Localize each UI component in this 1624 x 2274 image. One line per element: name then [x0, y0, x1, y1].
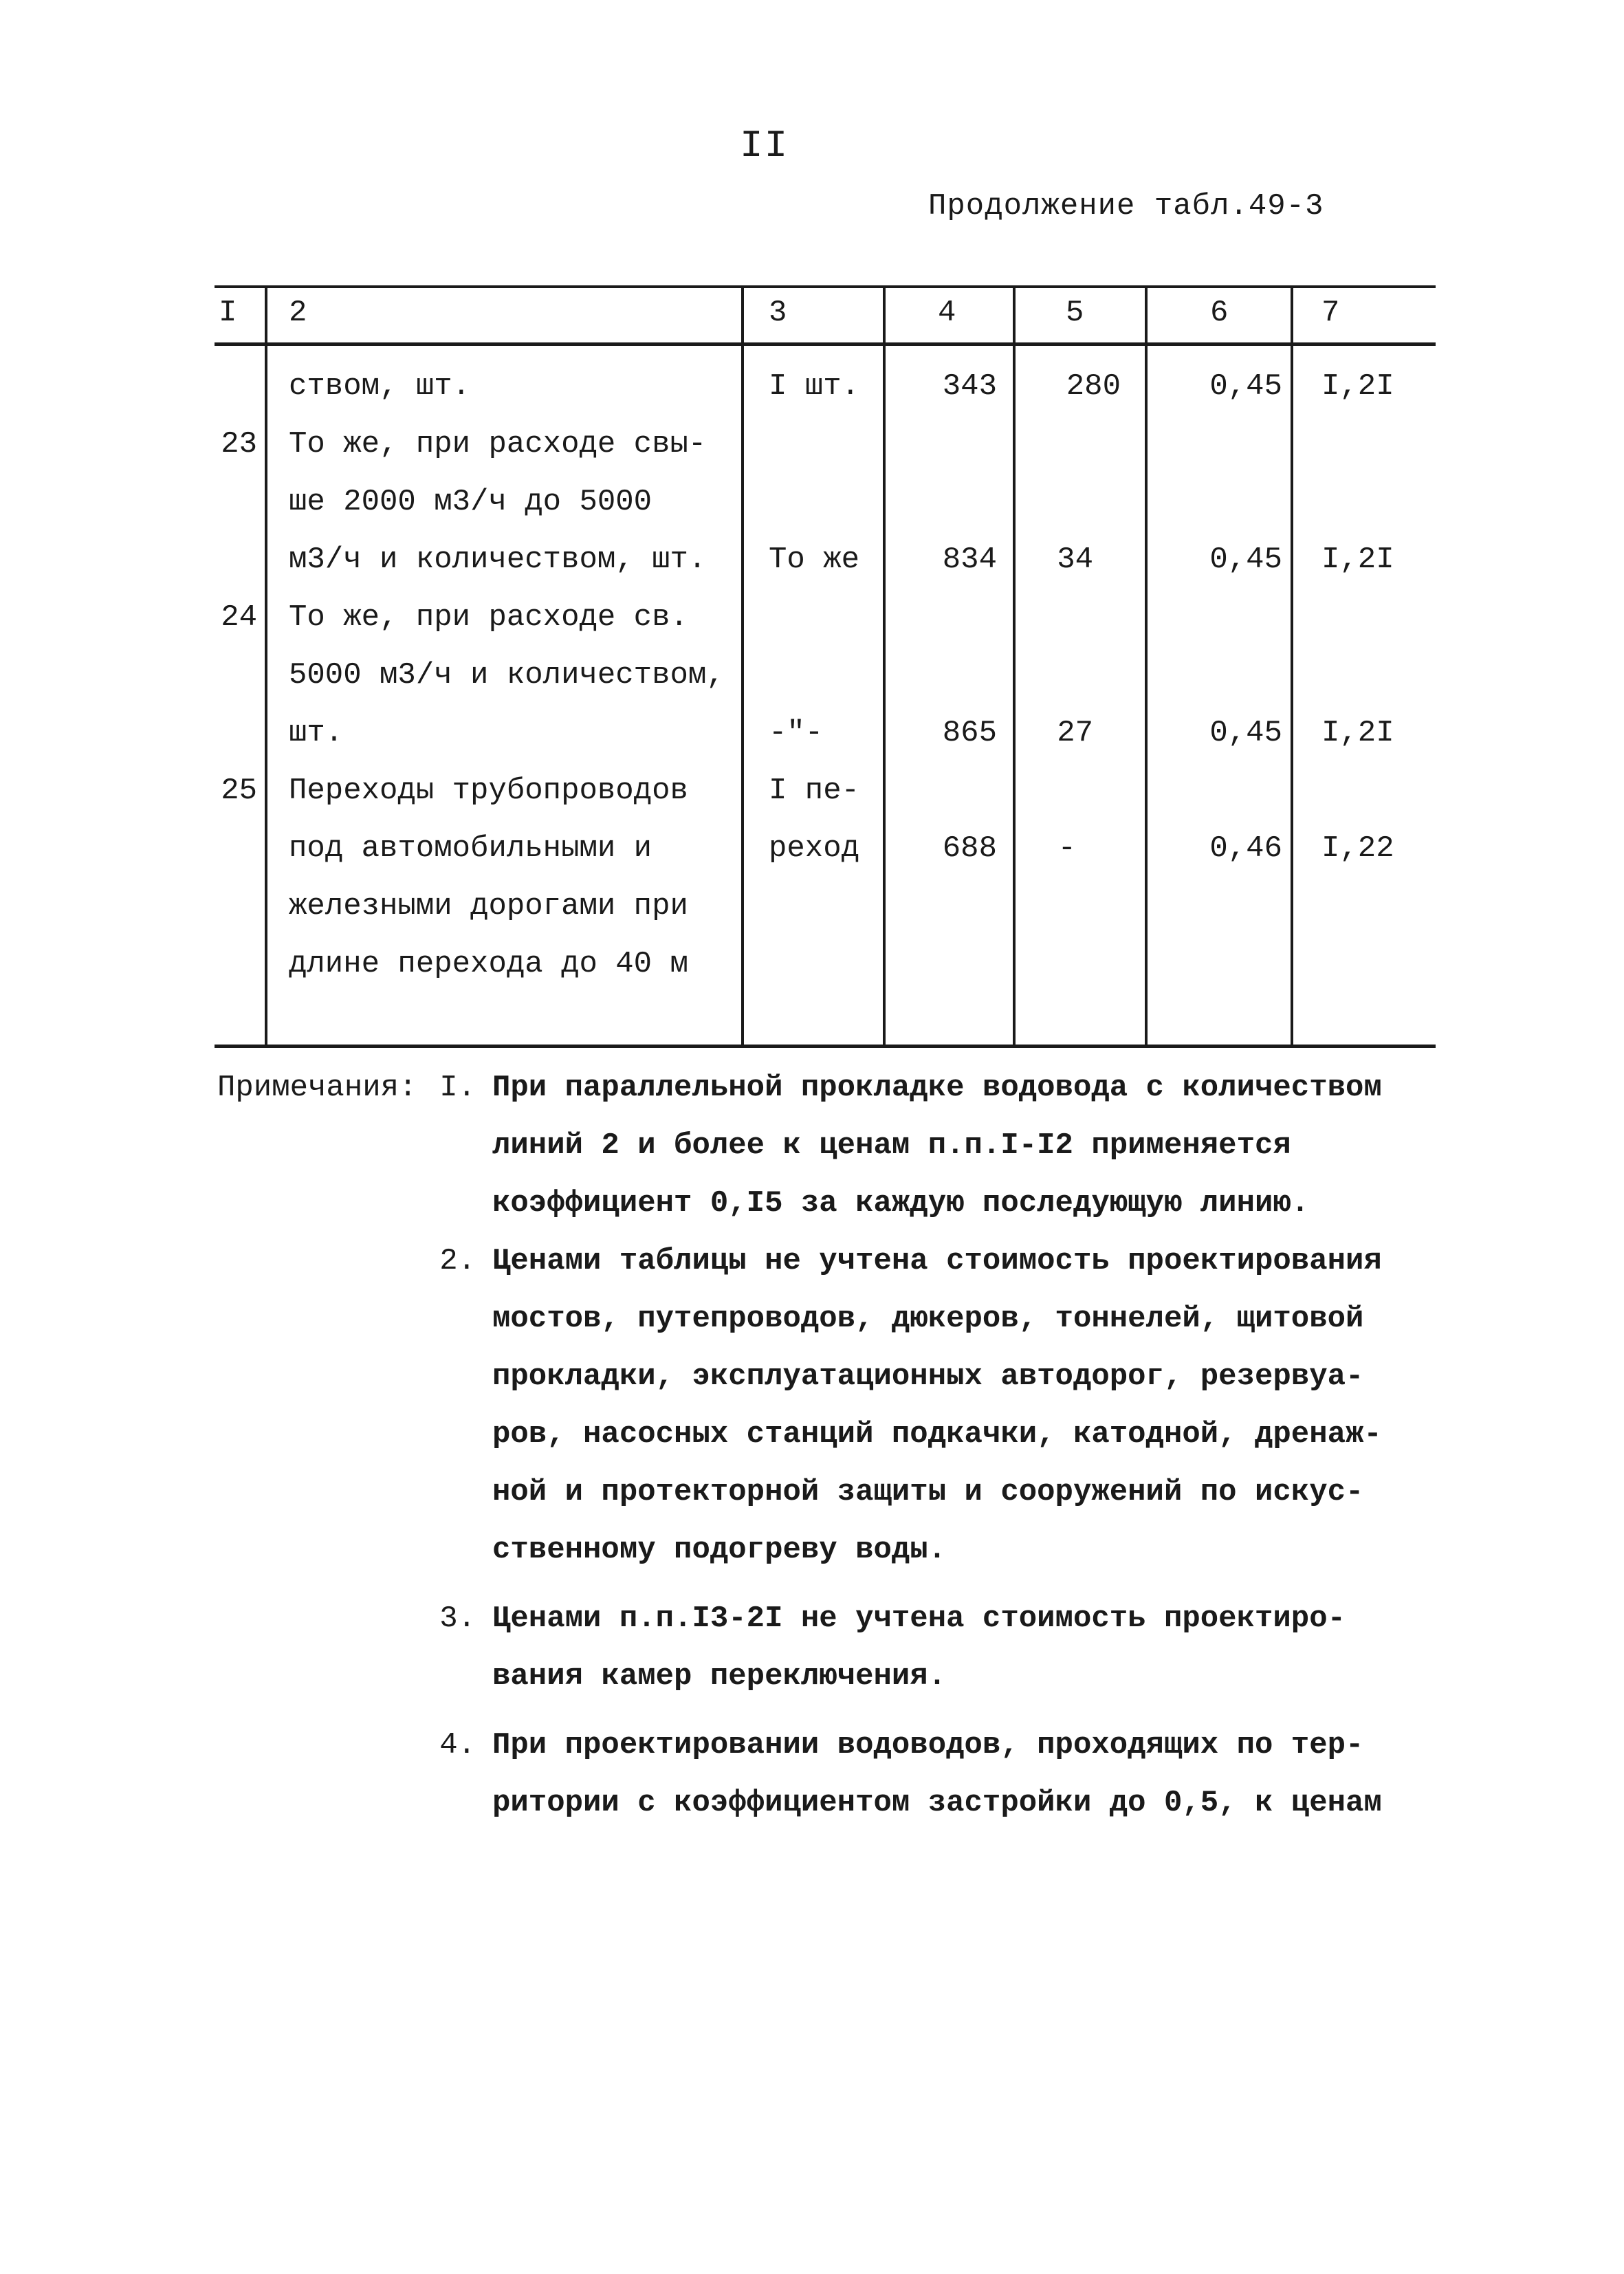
- row-desc-line: 5000 м3/ч и количеством,: [289, 658, 725, 692]
- row-unit: I шт.: [769, 369, 860, 404]
- col-header-4: 4: [938, 296, 956, 330]
- note-line: ритории с коэффициентом застройки до 0,5, к ценам: [492, 1786, 1382, 1820]
- row-col5: -: [1057, 831, 1076, 866]
- row-desc-line: шт.: [289, 716, 344, 750]
- note-line: прокладки, эксплуатационных автодорог, резервуа-: [492, 1359, 1364, 1394]
- col-header-2: 2: [289, 296, 307, 330]
- col-header-1: I: [219, 296, 237, 330]
- row-col6: 0,45: [1209, 716, 1282, 750]
- col-divider-4: [1013, 285, 1016, 1047]
- row-desc-line: Переходы трубопроводов: [289, 774, 688, 808]
- row-desc-line: ше 2000 м3/ч до 5000: [289, 485, 652, 519]
- note-line: линий 2 и более к ценам п.п.I-I2 применяется: [492, 1128, 1291, 1163]
- note-number: 2.: [439, 1244, 476, 1278]
- note-number: 4.: [439, 1728, 476, 1762]
- row-unit: -"-: [769, 716, 824, 750]
- row-desc-line: То же, при расходе свы-: [289, 427, 707, 461]
- row-col7: I,2I: [1321, 543, 1394, 577]
- row-desc-line: под автомобильными и: [289, 831, 652, 866]
- table-header-rule: [215, 342, 1436, 346]
- col-header-6: 6: [1210, 296, 1229, 330]
- row-number: 24: [221, 600, 257, 635]
- note-line: вания камер переключения.: [492, 1659, 947, 1694]
- row-desc-line: длине перехода до 40 м: [289, 947, 688, 981]
- col-header-5: 5: [1066, 296, 1084, 330]
- note-number: 3.: [439, 1601, 476, 1636]
- row-col5: 34: [1057, 543, 1093, 577]
- col-divider-2: [741, 285, 744, 1047]
- row-col5: 280: [1066, 369, 1121, 404]
- table-bottom-rule: [215, 1045, 1436, 1048]
- note-line: мостов, путепроводов, дюкеров, тоннелей, щитовой: [492, 1302, 1364, 1336]
- note-line: Ценами п.п.I3-2I не учтена стоимость проектиро-: [492, 1601, 1346, 1636]
- note-line: При параллельной прокладке водовода с количеством: [492, 1071, 1382, 1105]
- col-divider-3: [883, 285, 886, 1047]
- row-unit: То же: [769, 543, 860, 577]
- note-line: Ценами таблицы не учтена стоимость проектирования: [492, 1244, 1382, 1278]
- col-divider-5: [1145, 285, 1148, 1047]
- col-divider-1: [265, 285, 267, 1047]
- row-unit: реход: [769, 831, 860, 866]
- row-col7: I,22: [1321, 831, 1394, 866]
- row-desc-line: ством, шт.: [289, 369, 471, 404]
- row-col7: I,2I: [1321, 369, 1394, 404]
- row-col4: 688: [942, 831, 997, 866]
- row-number: 23: [221, 427, 257, 461]
- row-number: 25: [221, 774, 257, 808]
- row-unit: I пе-: [769, 774, 860, 808]
- note-line: ров, насосных станций подкачки, катодной, дренаж-: [492, 1417, 1382, 1452]
- row-col6: 0,46: [1209, 831, 1282, 866]
- notes-label: Примечания:: [217, 1071, 417, 1105]
- note-number: I.: [439, 1071, 476, 1105]
- page-number: II: [740, 124, 789, 168]
- note-line: ной и протекторной защиты и сооружений по искус-: [492, 1475, 1364, 1509]
- table-top-rule: [215, 285, 1436, 288]
- row-col4: 865: [942, 716, 997, 750]
- row-desc-line: То же, при расходе св.: [289, 600, 688, 635]
- row-col7: I,2I: [1321, 716, 1394, 750]
- note-line: При проектировании водоводов, проходящих по тер-: [492, 1728, 1364, 1762]
- row-col5: 27: [1057, 716, 1093, 750]
- row-col4: 834: [942, 543, 997, 577]
- row-col6: 0,45: [1209, 543, 1282, 577]
- note-line: ственному подогреву воды.: [492, 1533, 947, 1567]
- col-header-7: 7: [1321, 296, 1340, 330]
- row-desc-line: железными дорогами при: [289, 889, 688, 923]
- row-col6: 0,45: [1209, 369, 1282, 404]
- col-divider-6: [1291, 285, 1293, 1047]
- row-col4: 343: [942, 369, 997, 404]
- note-line: коэффициент 0,I5 за каждую последующую линию.: [492, 1186, 1310, 1221]
- row-desc-line: м3/ч и количеством, шт.: [289, 543, 707, 577]
- col-header-3: 3: [769, 296, 787, 330]
- table-continuation-caption: Продолжение табл.49-3: [928, 189, 1324, 223]
